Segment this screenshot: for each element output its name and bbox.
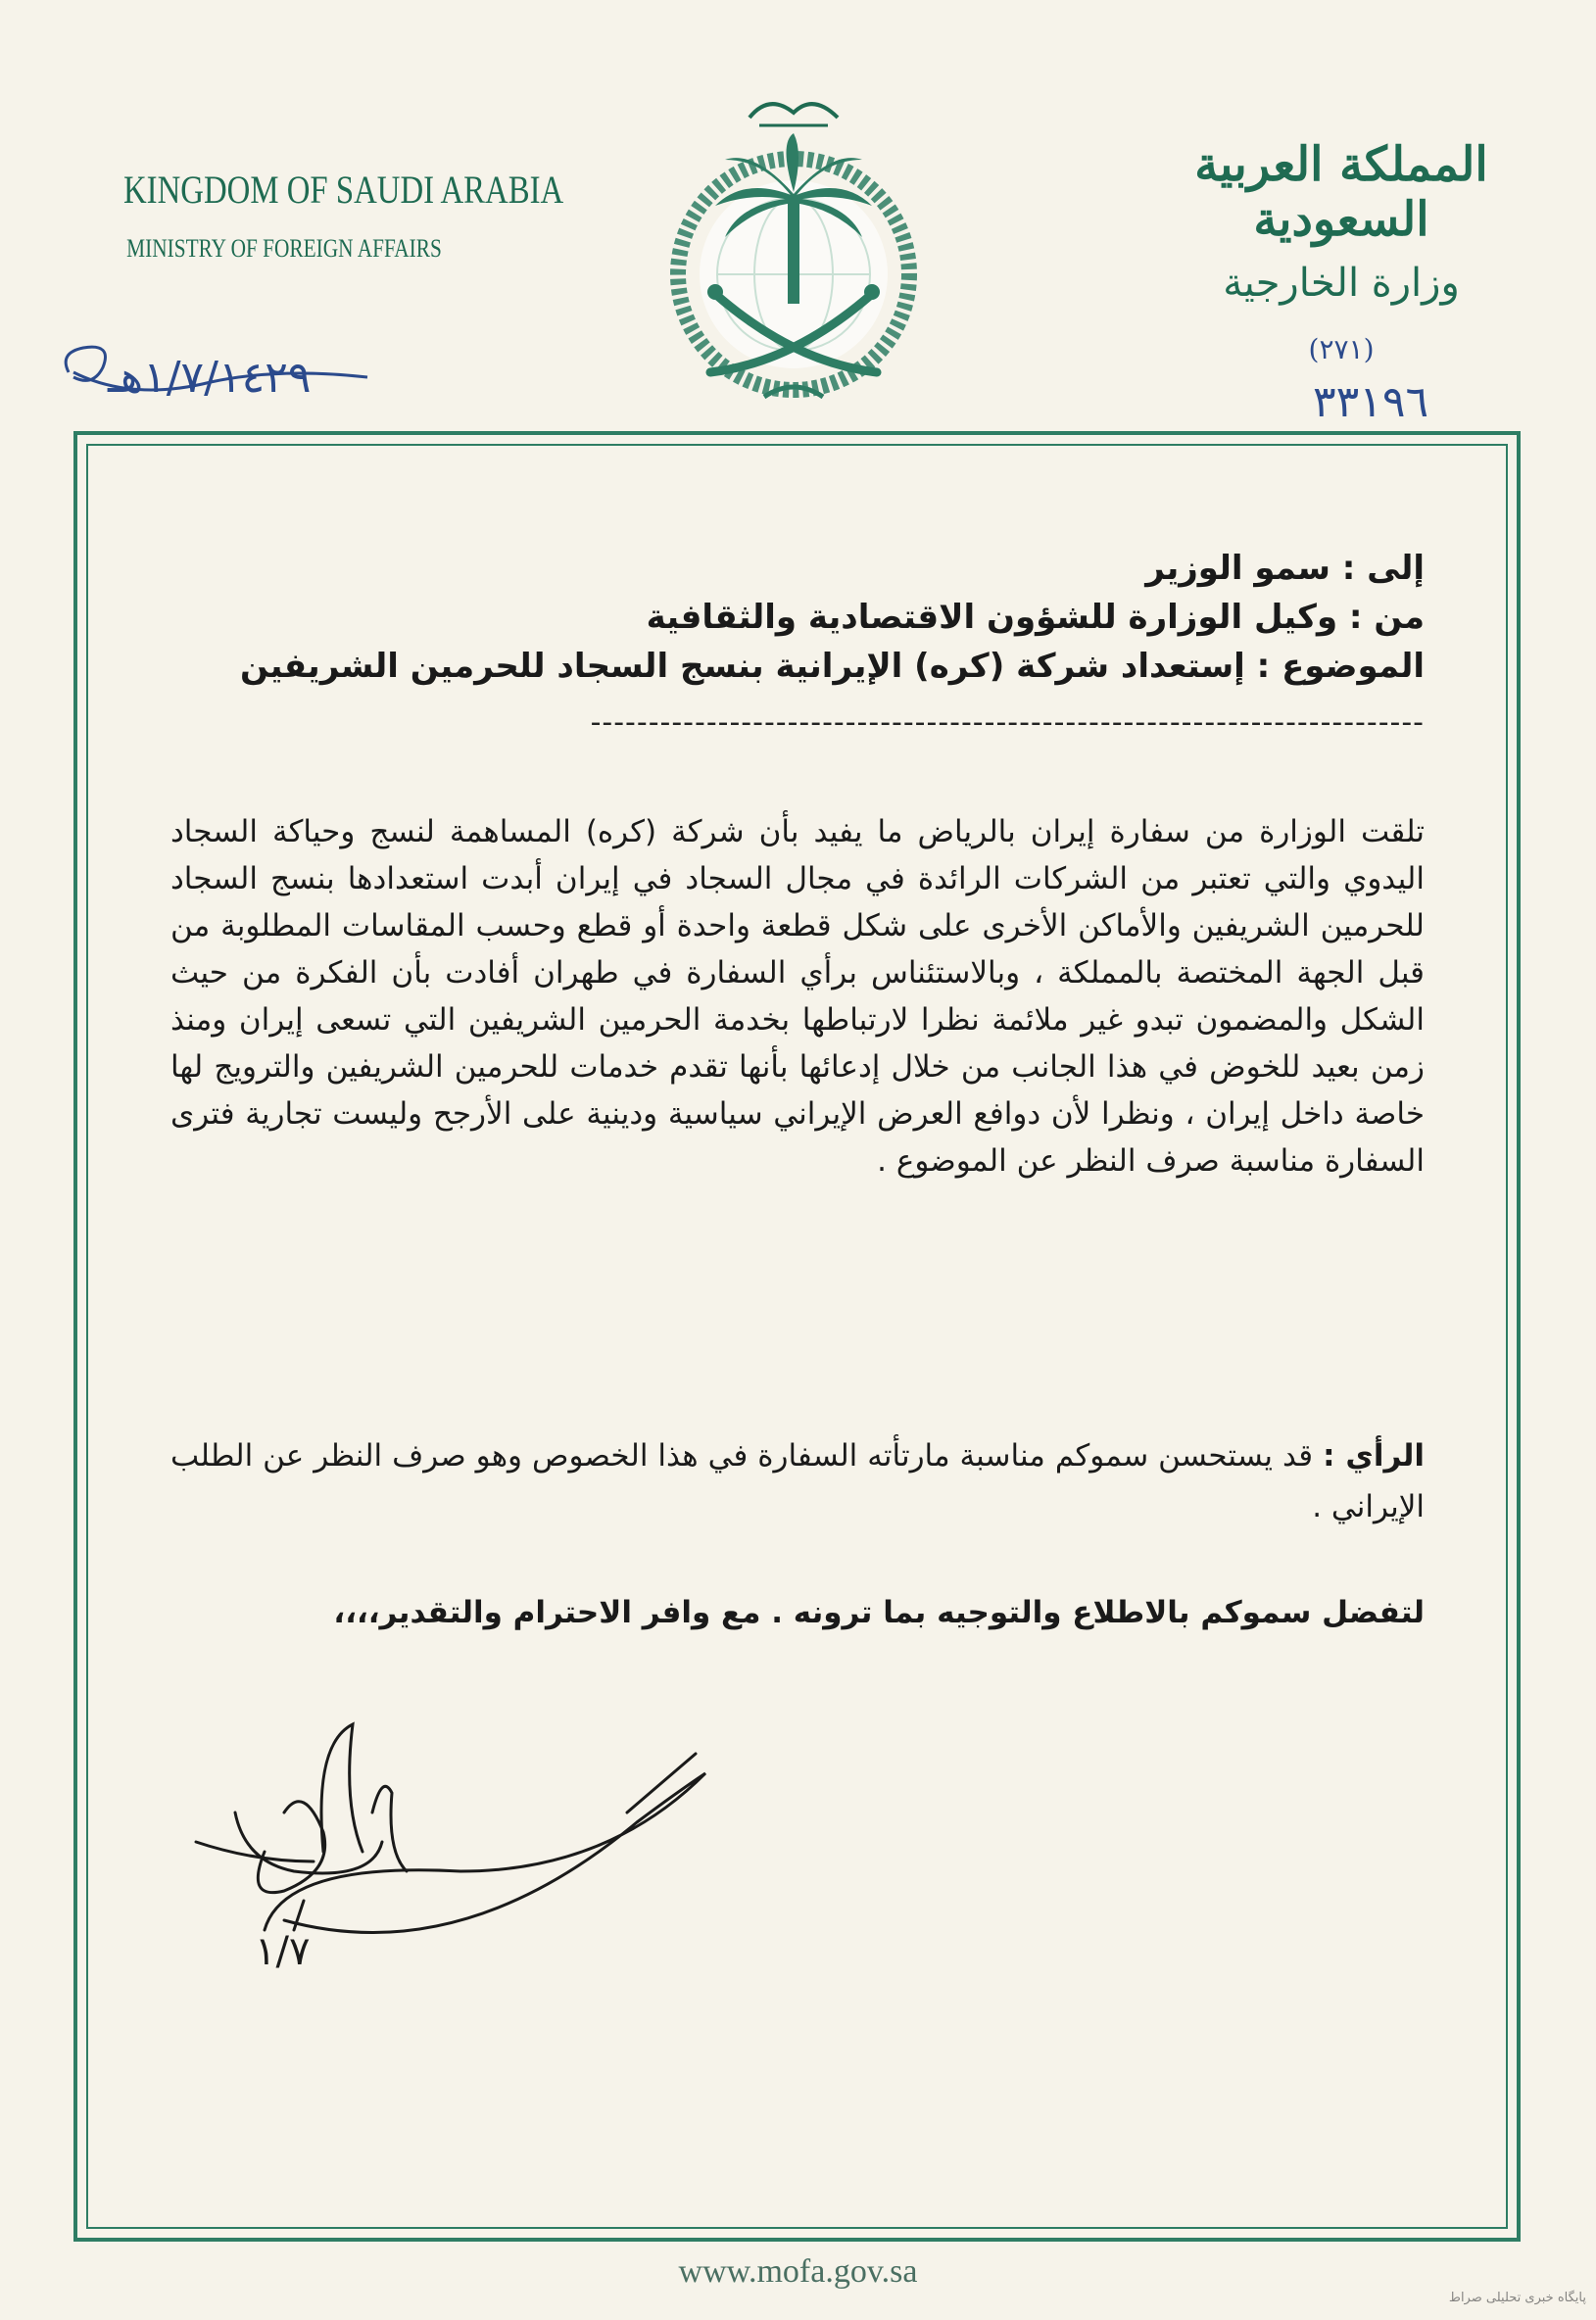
signature-date: ١/٧ [255,1929,311,1974]
body-paragraph: تلقت الوزارة من سفارة إيران بالرياض ما يفيد بأن شركة (كره) المساهمة لنسج وحياكة السجاد اليدوي والتي تعتبر من الشركات الرائدة في مجال السجاد في إيران أبدت استعدادها بنسج السجاد للحرمين الشريفين والأماكن الأخرى على شكل قطعة واحدة أو قطع وحسب المقاسات المطلوبة من قبل الجهة المختصة بالمملكة ، وبالاستئناس برأي السفارة في طهران أفادت بأن الفكرة من حيث الشكل والمضمون تبدو غير ملائمة نظرا لارتباطها بخدمة الحرمين الشريفين التي تسعى إيران ومنذ زمن بعيد للخوض في هذا الجانب من خلال إدعائها بأنها تقدم خدمات للحرمين الشريفين والترويج لها خاصة داخل إيران ، ونظرا لأن دوافع العرض الإيراني سياسية ودينية على الأرجح وليست تجارية فترى السفارة مناسبة صرف النظر عن الموضوع . [170,814,1425,1179]
memo-to: إلى : سمو الوزير [1145,549,1425,588]
watermark: پایگاه خبری تحلیلی صراط [1448,2291,1586,2305]
memo-header [200,544,1425,691]
letterhead-kingdom-en: KINGDOM OF SAUDI ARABIA [123,168,564,212]
letterhead-ministry-ar: وزارة الخارجية [1223,261,1460,306]
memo-subject: الموضوع : إستعداد شركة (كره) الإيرانية بنسج السجاد للحرمين الشريفين [239,647,1425,686]
opinion-block [170,1430,1425,1532]
handwritten-number [1303,372,1499,431]
letterhead-kingdom-ar: المملكة العربية السعودية [1194,137,1488,247]
letterhead-ministry-en: MINISTRY OF FOREIGN AFFAIRS [126,234,442,263]
letterhead-code: (٢٧١) [1308,333,1375,365]
memo-from: من : وكيل الوزارة للشؤون الاقتصادية والثقافية [646,598,1425,637]
opinion-label: الرأي : [1323,1438,1426,1474]
saudi-emblem-icon [647,49,941,411]
opinion-text: قد يستحسن سموكم مناسبة مارتأته السفارة في هذا الخصوص وهو صرف النظر عن الطلب الإيراني . [170,1438,1425,1524]
handwritten-date-text: ١/٧/١٤٢٩هـ [108,353,312,403]
memo-separator: ------------------------------------------------------------------------ [590,705,1425,740]
handwritten-date [49,333,382,431]
signature [157,1695,843,2008]
letterhead-english [88,167,564,264]
handwritten-number-text: ٣٣١٩٦ [1313,377,1429,427]
footer-website: www.mofa.gov.sa [678,2253,918,2290]
closing-line: لتفضل سموكم بالاطلاع والتوجيه بما ترونه . مع وافر الاحترام والتقدير،،،، [333,1595,1425,1630]
letterhead-arabic [1165,137,1518,365]
